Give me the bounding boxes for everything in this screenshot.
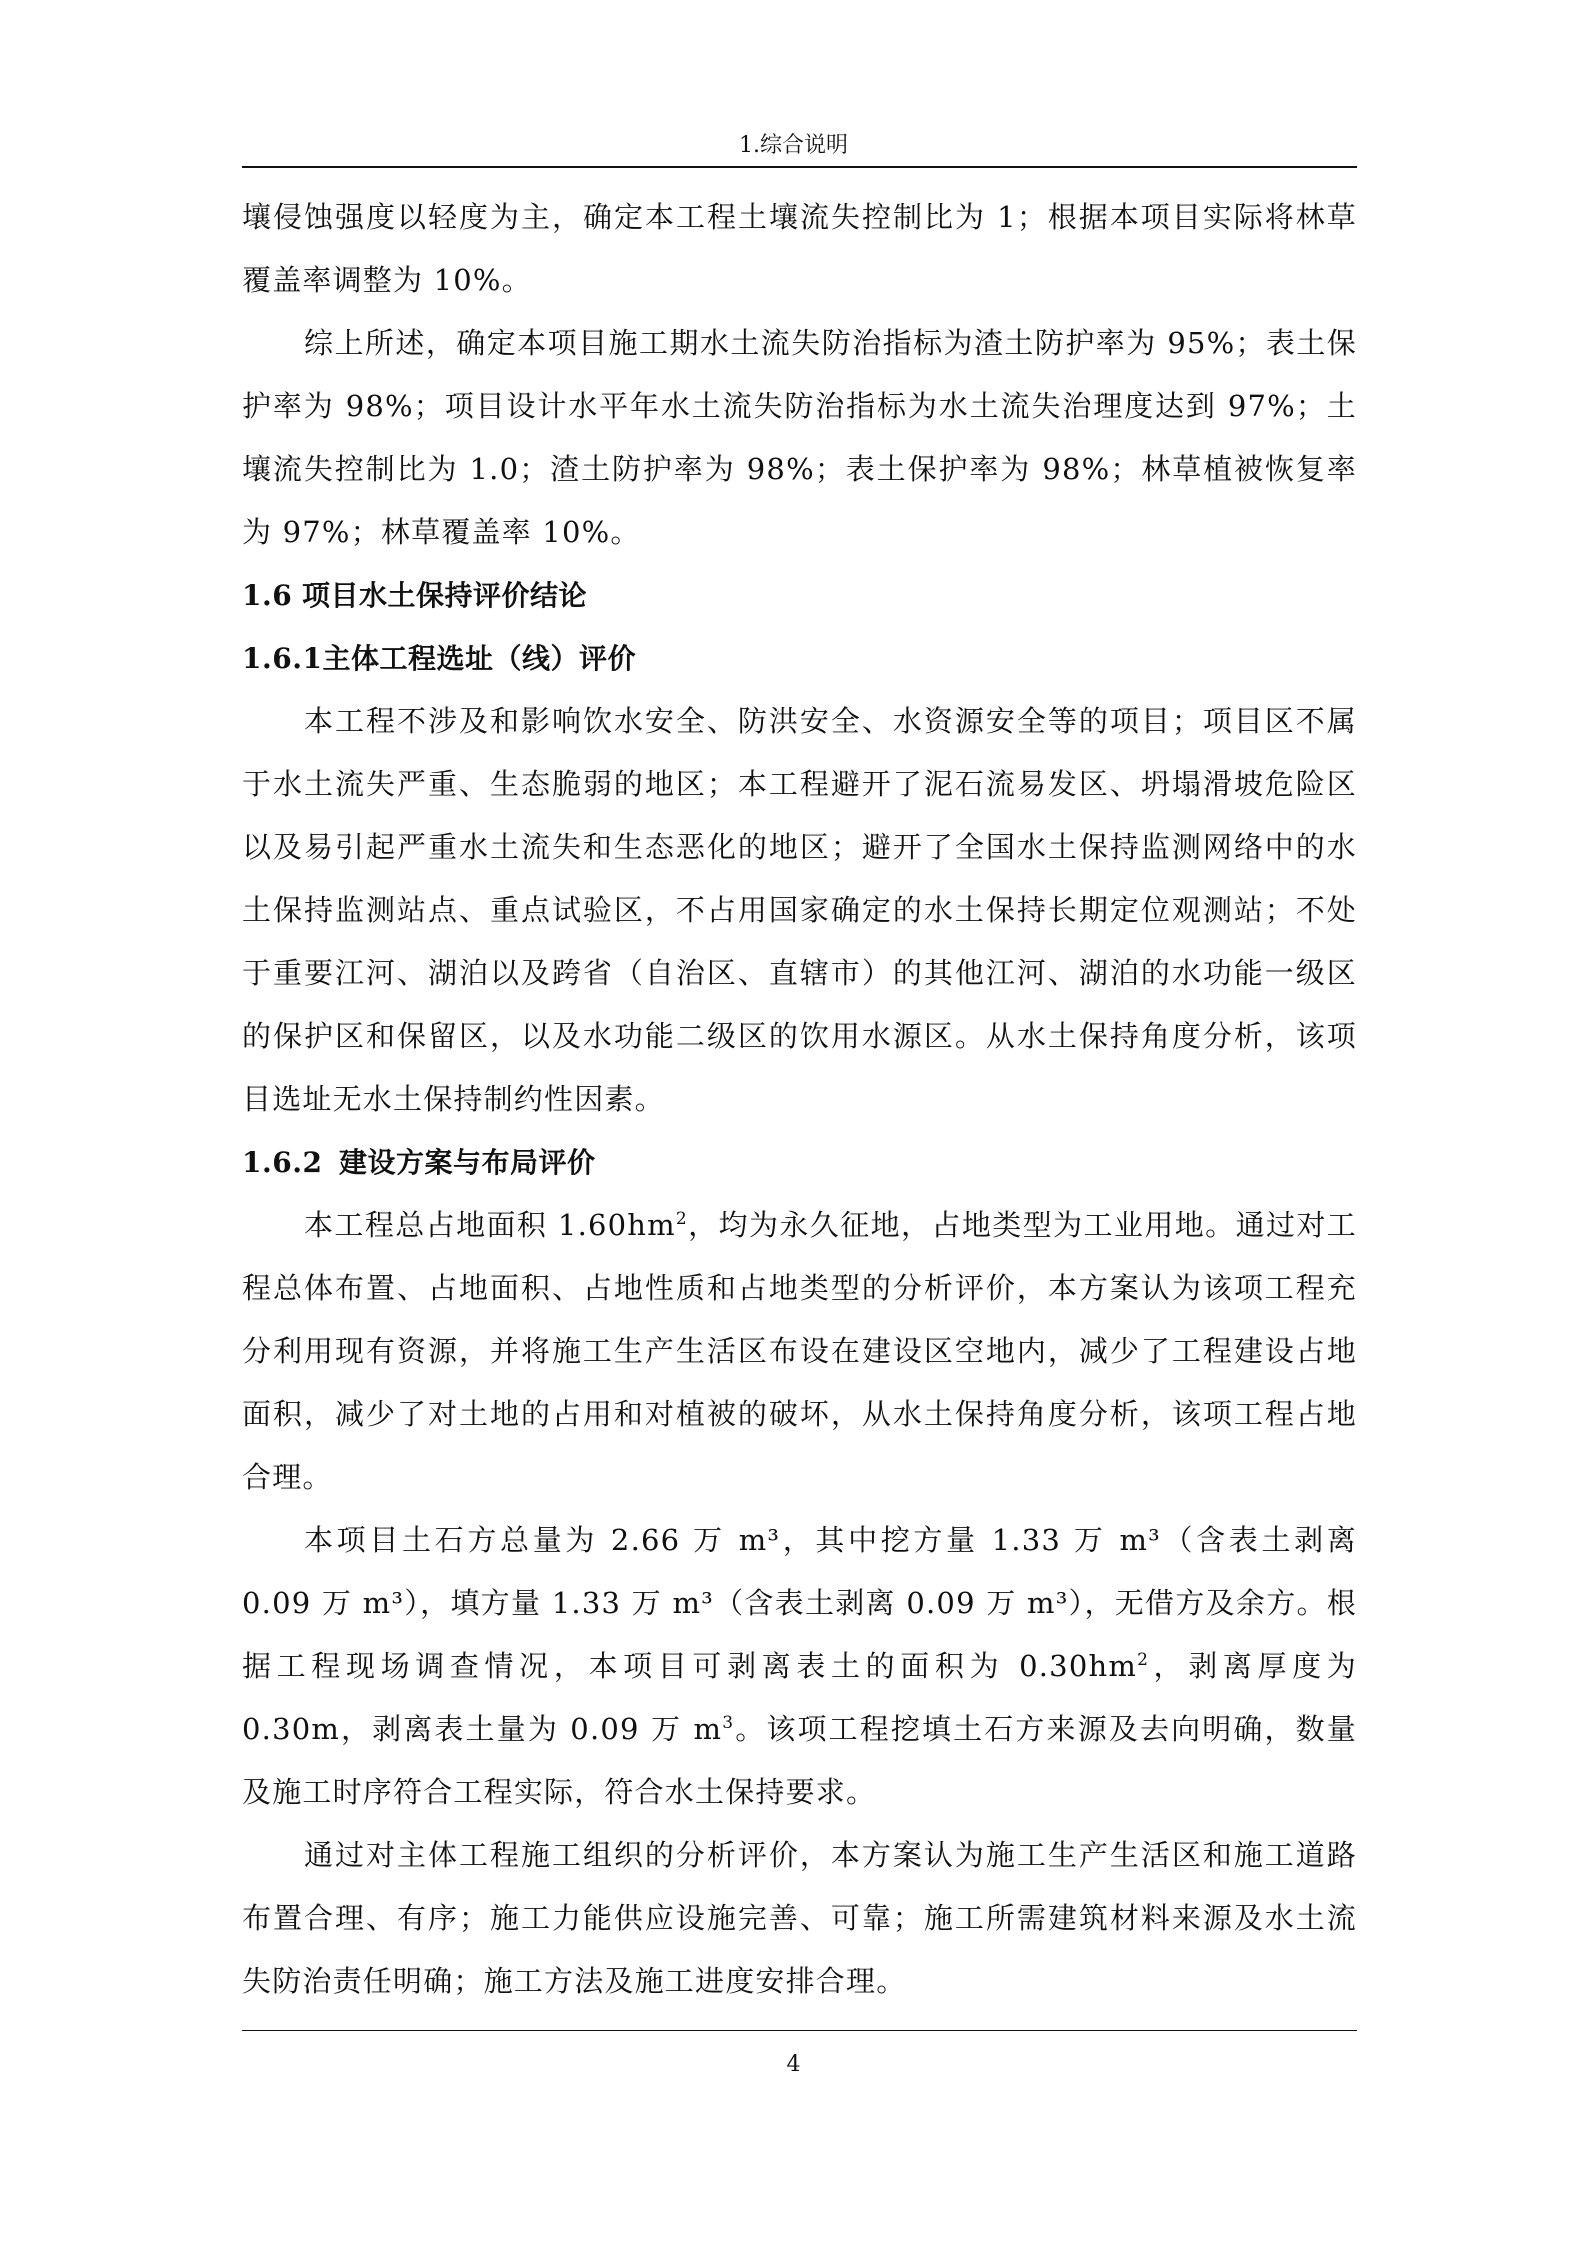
page-number: 4 [786,2052,801,2077]
running-header: 1.综合说明 [739,133,848,158]
paragraph-earthwork [242,1509,1357,1824]
paragraph-construction-organization: 通过对主体工程施工组织的分析评价，本方案认为施工生产生活区和施工道路布置合理、有序；施工力能供应设施完善、可靠；施工所需建筑材料来源及水土流失防治责任明确；施工方法及施工进度安排合理。 [242,1838,1357,1998]
section-heading-1-6-2 [242,1131,1357,1194]
section-number: 1.6.2 [242,1146,323,1179]
superscript: 3 [722,1713,735,1733]
section-heading-1-6 [242,564,1357,627]
section-title: 建设方案与布局评价 [339,1146,596,1179]
section-title: 项目水土保持评价结论 [302,579,588,612]
section-number: 1.6.1 [242,642,323,675]
superscript: 2 [1137,1650,1150,1670]
paragraph-erosion-control: 壤侵蚀强度以轻度为主，确定本工程土壤流失控制比为 1；根据本项目实际将林草覆盖率调整为 10%。 [242,200,1357,297]
paragraph-prevention-targets: 综上所述，确定本项目施工期水土流失防治指标为渣土防护率为 95%；表土保护率为 98%；项目设计水平年水土流失防治指标为水土流失治理度达到 97%；土壤流失控制比为 1.0；渣土防护率为 98%；表土保护率为 98%；林草植被恢复率为 97%；林草覆盖率 10%。 [242,326,1357,549]
section-heading-1-6-1 [242,627,1357,690]
paragraph-site-selection: 本工程不涉及和影响饮水安全、防洪安全、水资源安全等的项目；项目区不属于水土流失严重、生态脆弱的地区；本工程避开了泥石流易发区、坍塌滑坡危险区以及易引起严重水土流失和生态恶化的地区；避开了全国水土保持监测网络中的水土保持监测站点、重点试验区，不占用国家确定的水土保持长期定位观测站；不处于重要江河、湖泊以及跨省（自治区、直辖市）的其他江河、湖泊的水功能一级区的保护区和保留区，以及水功能二级区的饮用水源区。从水土保持角度分析，该项目选址无水土保持制约性因素。 [242,704,1357,1116]
section-title: 主体工程选址（线）评价 [322,642,636,675]
paragraph-land-occupation [242,1194,1357,1509]
superscript: 2 [675,1209,688,1229]
footer-divider [242,2030,1357,2031]
document-body [242,186,1357,2013]
header-divider [242,166,1357,168]
section-number: 1.6 [242,579,293,612]
text-run: ，剥离厚度为 0.30m，剥离表土量为 0.09 万 m [242,1649,1357,1746]
text-run: ，均为永久征地，占地类型为工业用地。通过对工程总体布置、占地面积、占地性质和占地类型的分析评价，本方案认为该项工程充分利用现有资源，并将施工生产生活区布设在建设区空地内，减少了工程建设占地面积，减少了对土地的占用和对植被的破坏，从水土保持角度分析，该项工程占地合理。 [242,1208,1358,1494]
text-run: 。该项工程挖填土石方来源及去向明确，数量及施工时序符合工程实际，符合水土保持要求。 [242,1712,1357,1809]
text-run: 本项目土石方总量为 2.66 万 m³，其中挖方量 1.33 万 m³（含表土剥离 0.09 万 m³），填方量 1.33 万 m³（含表土剥离 0.09 万 m³），无借方及余方。根据工程现场调查情况，本项目可剥离表土的面积为 0.30hm [242,1523,1357,1683]
text-run: 本工程总占地面积 1.60hm [304,1208,676,1242]
